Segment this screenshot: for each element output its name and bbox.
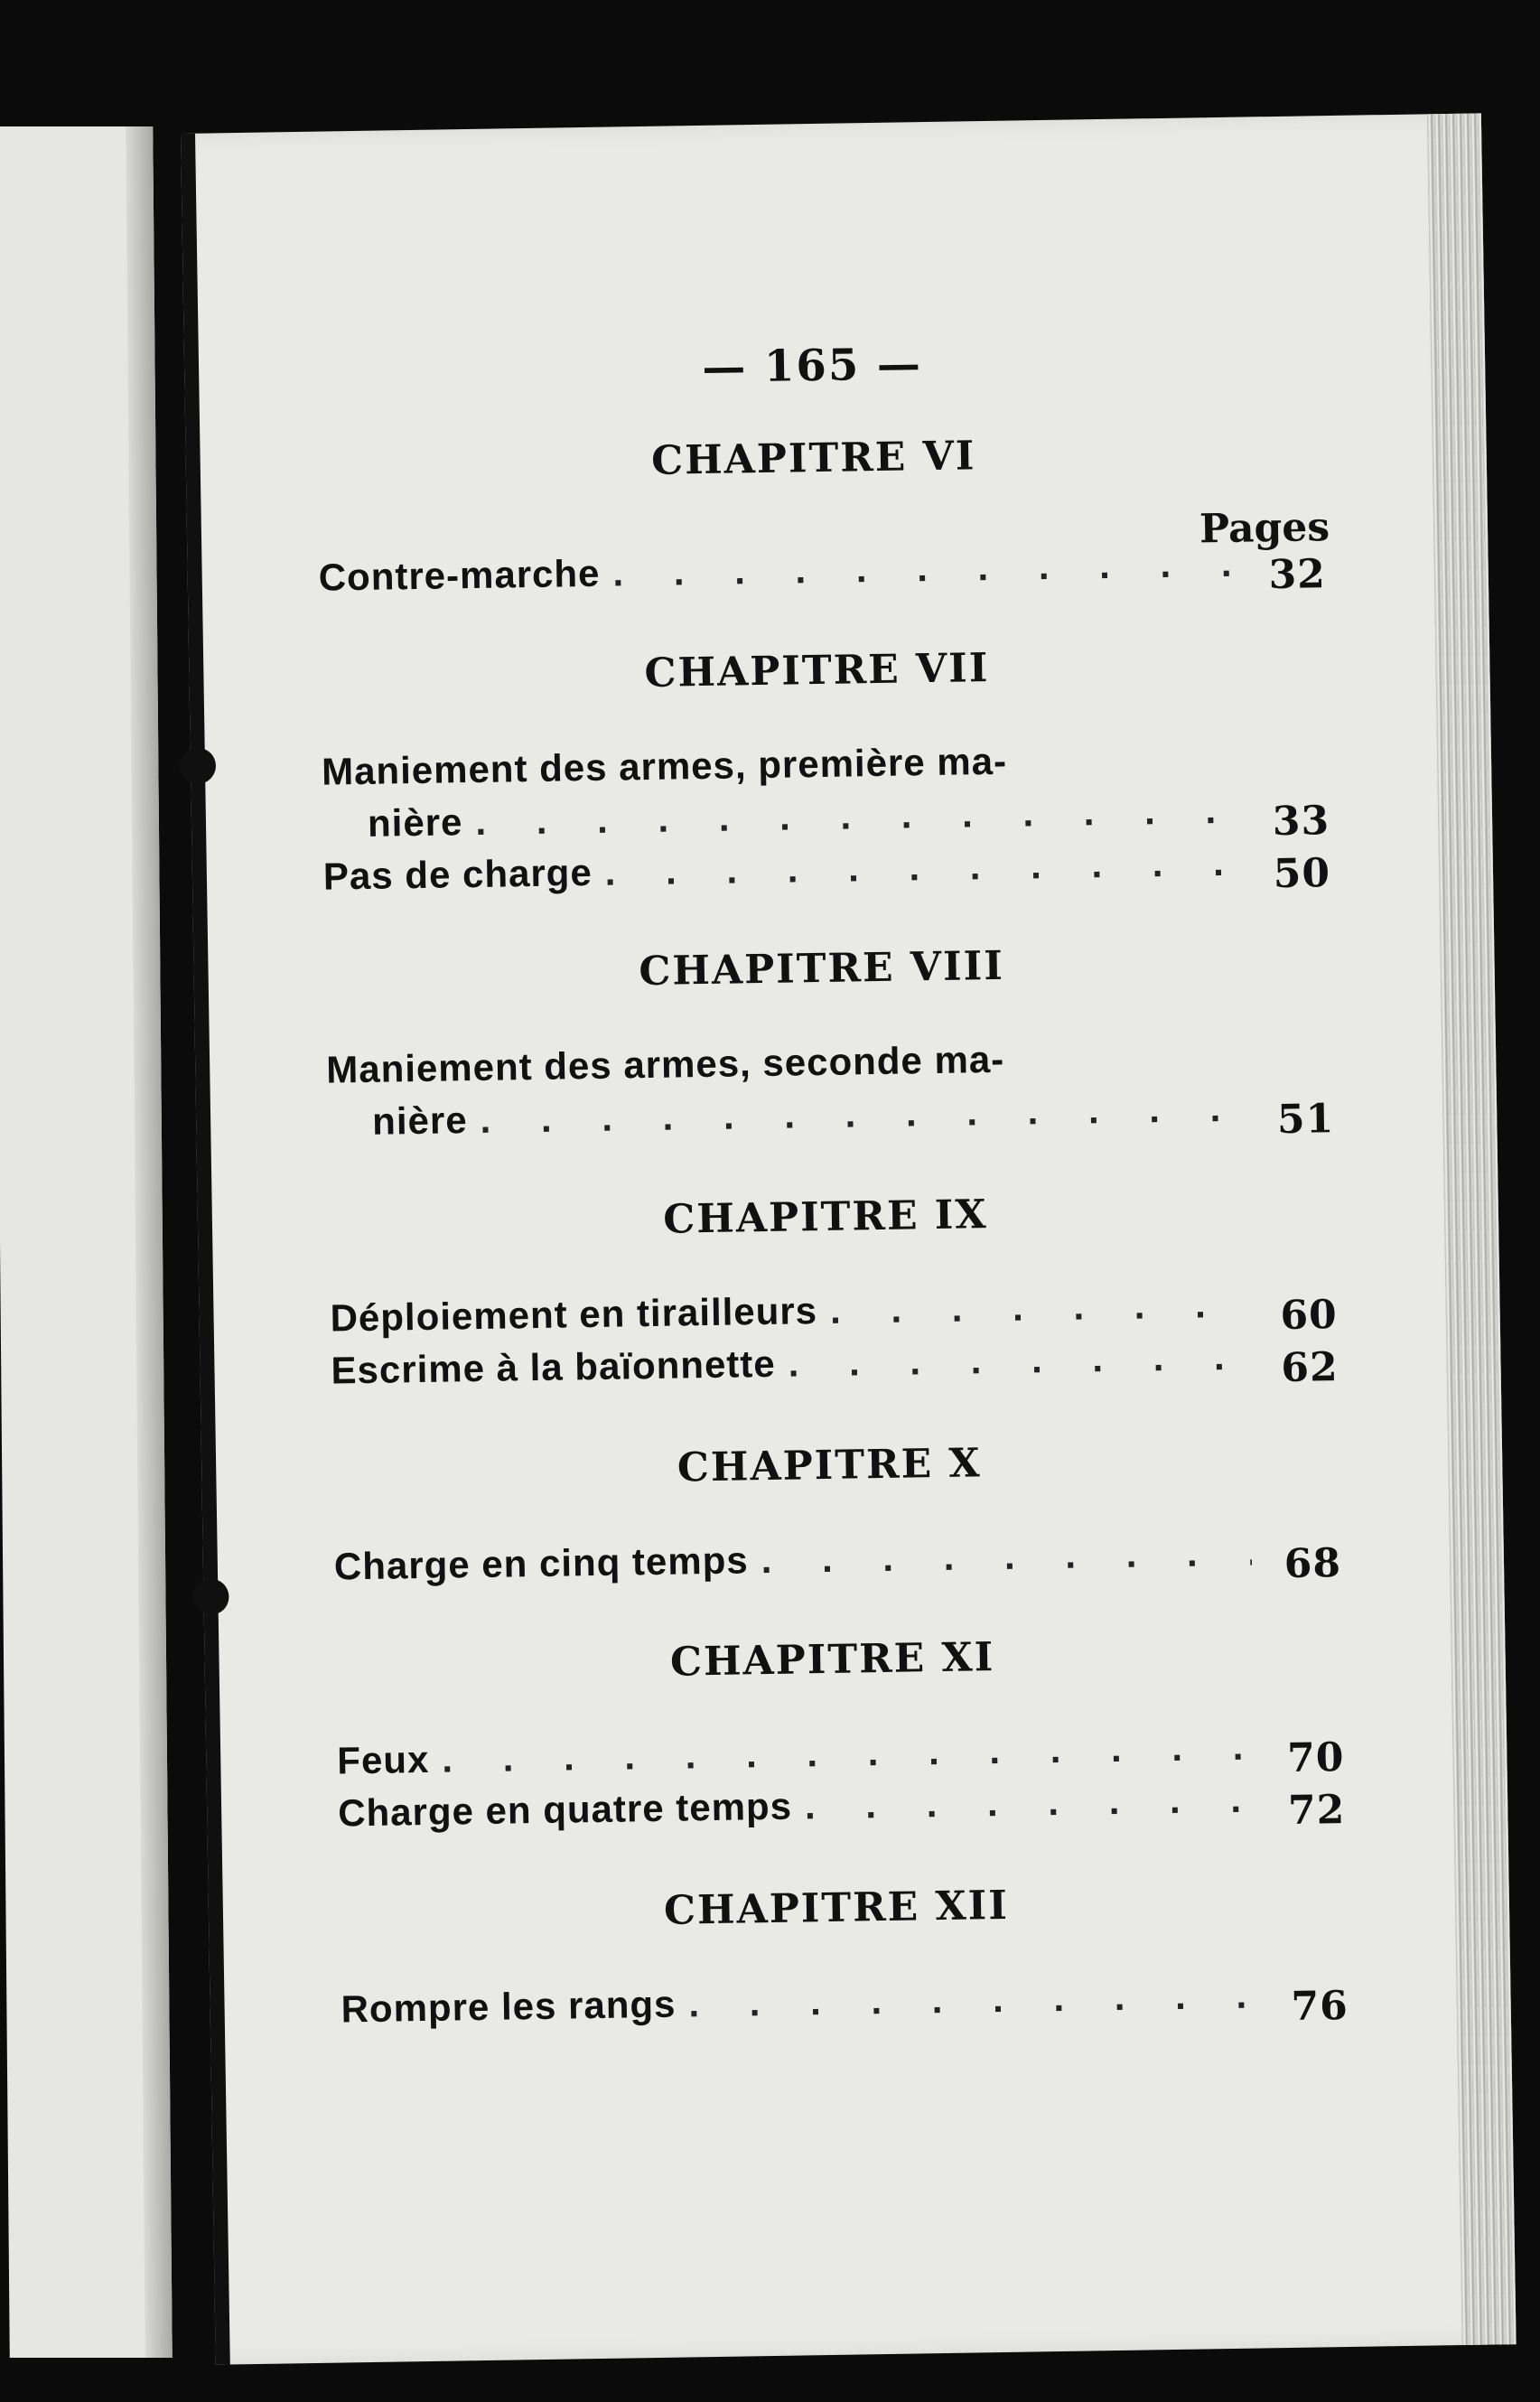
- chapter-heading: CHAPITRE VI: [650, 433, 976, 484]
- entry-page-number: 33: [1272, 798, 1330, 846]
- dot-leader: [688, 1969, 1259, 2031]
- entry-title-line: Maniement des armes, seconde ma-: [325, 1037, 1005, 1091]
- entry-page-number: 62: [1280, 1344, 1339, 1392]
- entry-page-number: 72: [1287, 1786, 1346, 1834]
- chapter-heading: CHAPITRE X: [677, 1440, 982, 1491]
- dot-leader: [805, 1773, 1256, 1833]
- dot-leader: [604, 836, 1241, 899]
- page-number: — 165 —: [701, 339, 923, 393]
- entry-title-line: nière: [367, 800, 463, 845]
- entry-title-line: Maniement des armes, première ma-: [321, 739, 1008, 793]
- entry-title: Charge en cinq temps: [333, 1538, 750, 1588]
- chapter-heading: CHAPITRE IX: [662, 1192, 988, 1243]
- toc-entry: [318, 536, 1326, 604]
- toc-entry: [341, 1967, 1349, 2036]
- dot-leader: [788, 1331, 1249, 1390]
- dot-leader: [830, 1278, 1248, 1337]
- entry-title: Charge en quatre temps: [337, 1784, 793, 1835]
- binding-stitch-mark: [180, 747, 217, 784]
- chapter-heading: CHAPITRE VII: [644, 645, 990, 697]
- pages-column-header: Pages: [1199, 504, 1330, 553]
- toc-entry: [333, 1525, 1341, 1594]
- table-of-contents: [181, 114, 1436, 2031]
- book-gutter: [126, 126, 173, 2358]
- binding-stitch-mark: [192, 1578, 229, 1615]
- entry-title: Feux: [336, 1737, 430, 1782]
- entry-page-number: 70: [1286, 1734, 1345, 1781]
- chapter-heading: CHAPITRE VIII: [638, 942, 1005, 995]
- entry-page-number: 76: [1291, 1982, 1349, 2030]
- entry-title: Escrime à la baïonnette: [331, 1341, 777, 1392]
- toc-entry: [326, 1028, 1335, 1148]
- entry-title-line: nière: [371, 1098, 468, 1143]
- entry-title: Déploiement en tirailleurs: [330, 1289, 818, 1340]
- toc-entry: [322, 730, 1330, 850]
- entry-page-number: 60: [1280, 1292, 1339, 1340]
- chapter-heading: CHAPITRE XII: [663, 1882, 1010, 1934]
- dot-leader: [761, 1527, 1252, 1587]
- entry-page-number: 32: [1268, 551, 1327, 599]
- entry-title: Rompre les rangs: [341, 1982, 677, 2031]
- entry-page-number: 50: [1273, 850, 1331, 898]
- chapter-heading: CHAPITRE XI: [669, 1634, 995, 1686]
- entry-page-number: 51: [1276, 1096, 1335, 1144]
- entry-title: Pas de charge: [322, 850, 593, 898]
- dot-leader: [612, 537, 1237, 600]
- dot-leader: [480, 1082, 1245, 1146]
- facing-page-edge: [0, 126, 173, 2358]
- book-page: [181, 113, 1517, 2364]
- entry-page-number: 68: [1283, 1540, 1342, 1588]
- entry-title: Contre-marche: [318, 551, 601, 599]
